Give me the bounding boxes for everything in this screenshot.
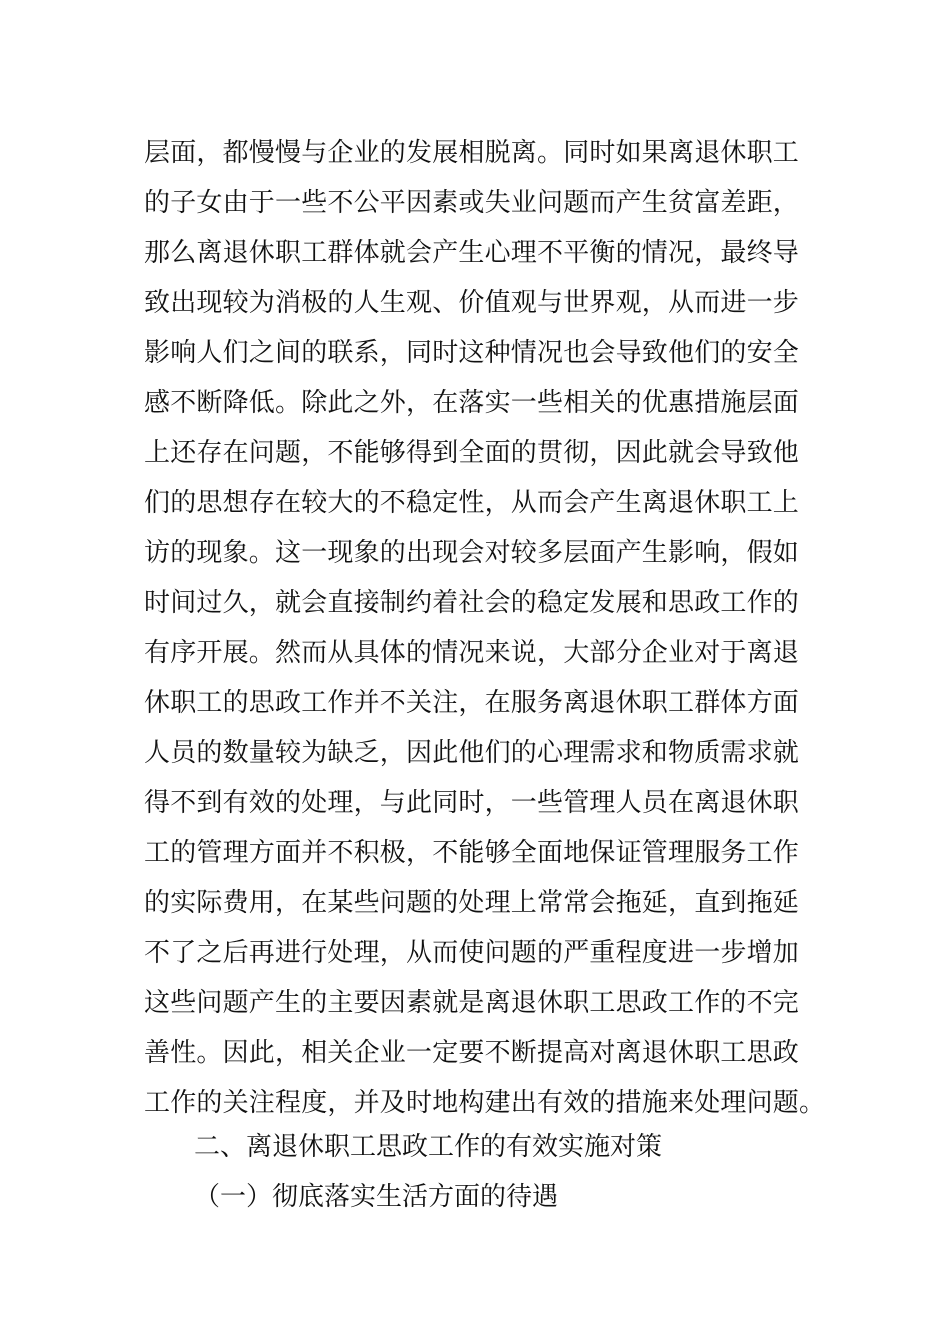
paragraph-line: 那么离退休职工群体就会产生心理不平衡的情况，最终导 <box>144 238 800 268</box>
paragraph-line: 层面，都慢慢与企业的发展相脱离。同时如果离退休职工 <box>144 138 800 168</box>
subsection-heading: （一）彻底落实生活方面的待遇 <box>194 1182 559 1212</box>
paragraph-line: 们的思想存在较大的不稳定性，从而会产生离退休职工上 <box>144 488 800 518</box>
paragraph-line: 感不断降低。除此之外，在落实一些相关的优惠措施层面 <box>144 388 800 418</box>
paragraph-line: 访的现象。这一现象的出现会对较多层面产生影响，假如 <box>144 538 800 568</box>
paragraph-line: 这些问题产生的主要因素就是离退休职工思政工作的不完 <box>144 988 800 1018</box>
paragraph-line: 人员的数量较为缺乏，因此他们的心理需求和物质需求就 <box>144 738 800 768</box>
paragraph-line: 得不到有效的处理，与此同时，一些管理人员在离退休职 <box>144 788 800 818</box>
paragraph-line: 时间过久，就会直接制约着社会的稳定发展和思政工作的 <box>144 588 800 618</box>
paragraph-line: 的实际费用，在某些问题的处理上常常会拖延，直到拖延 <box>144 888 800 918</box>
body-paragraph <box>144 128 824 1128</box>
paragraph-line: 影响人们之间的联系，同时这种情况也会导致他们的安全 <box>144 338 800 368</box>
paragraph-line: 休职工的思政工作并不关注，在服务离退休职工群体方面 <box>144 688 800 718</box>
paragraph-line: 上还存在问题，不能够得到全面的贯彻，因此就会导致他 <box>144 438 800 468</box>
section-heading: 二、离退休职工思政工作的有效实施对策 <box>194 1132 663 1162</box>
paragraph-line: 的子女由于一些不公平因素或失业问题而产生贫富差距， <box>144 188 800 218</box>
paragraph-line: 有序开展。然而从具体的情况来说，大部分企业对于离退 <box>144 638 800 668</box>
paragraph-line: 工的管理方面并不积极，不能够全面地保证管理服务工作 <box>144 838 800 868</box>
paragraph-line: 致出现较为消极的人生观、价值观与世界观，从而进一步 <box>144 288 800 318</box>
paragraph-line: 不了之后再进行处理，从而使问题的严重程度进一步增加 <box>144 938 800 968</box>
paragraph-line: 善性。因此，相关企业一定要不断提高对离退休职工思政 <box>144 1038 800 1068</box>
paragraph-line: 工作的关注程度，并及时地构建出有效的措施来处理问题。 <box>144 1088 826 1118</box>
